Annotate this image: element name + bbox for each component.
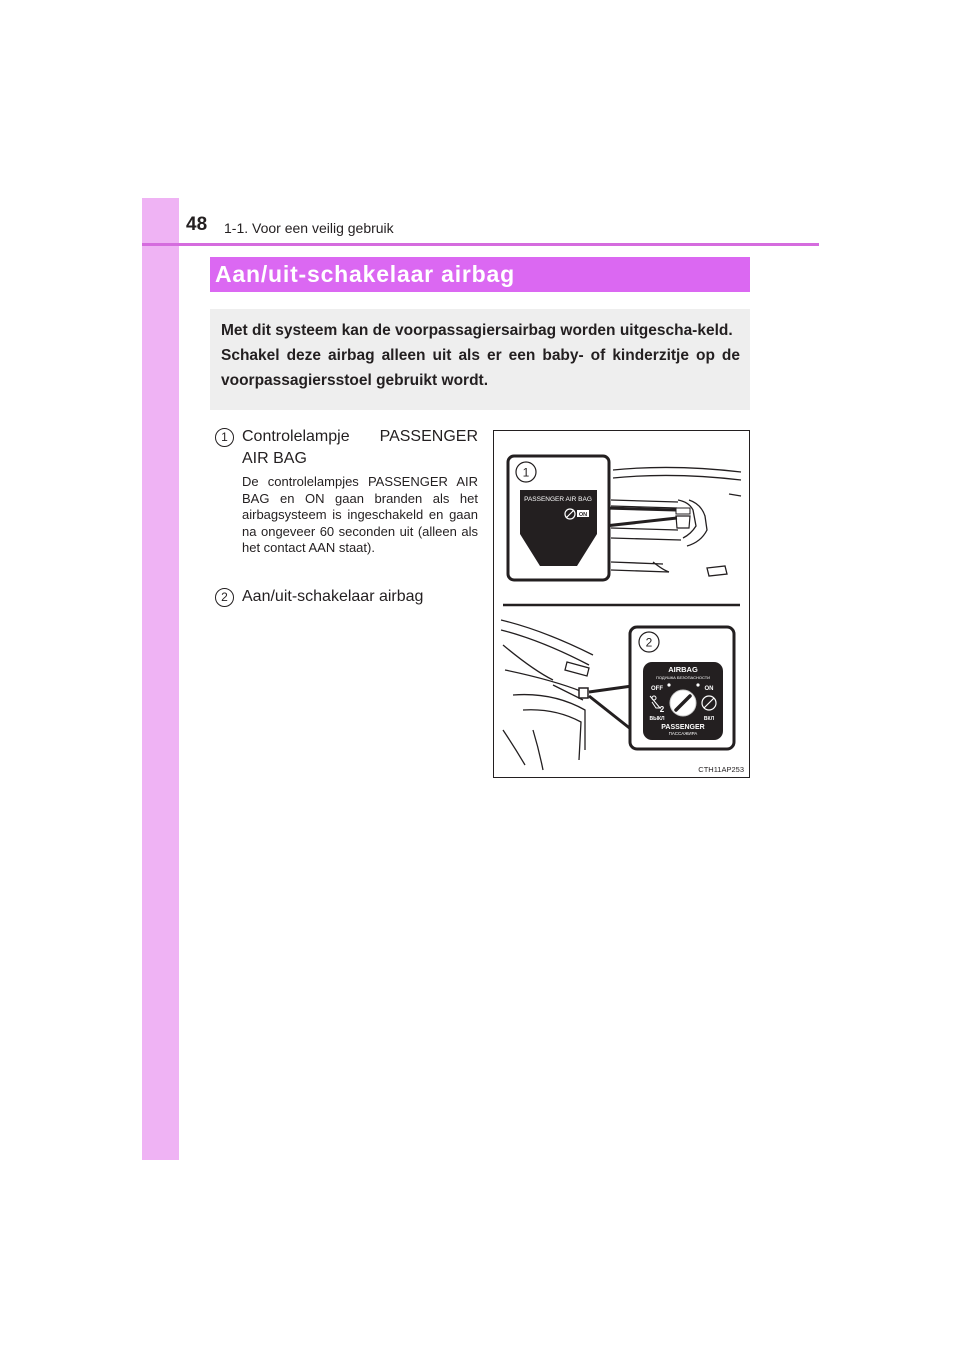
airbag-illustration [493,430,750,778]
switch-passenger-ru-label: ПАССАЖИРА [668,731,698,736]
switch-passenger-label: PASSENGER [661,724,705,731]
figure-code: CTH11AP253 [698,765,744,774]
callout-leader-1 [605,508,676,510]
switch-off-dot [667,683,670,686]
switch-subtitle: ПОДУШКА БЕЗОПАСНОСТИ [655,675,711,680]
key-slot [670,690,696,716]
page-number: 48 [186,214,208,235]
switch-on-ru-label: ВКЛ [703,716,715,722]
indicator-lamp-small [676,508,690,528]
intro-box [210,309,750,410]
indicator-on-label: ON [578,512,588,518]
item-description-1: De controlelampjes PASSENGER AIR BAG en ON gaan branden als het airbagsysteem is ingeschakeld en gaan na ongeveer 60 seconden uit (alleen als het contact AAN staat). [242,474,478,555]
switch-on-dot [696,683,699,686]
switch-on-label: ON [704,686,714,692]
item-title-1: Controlelampje PASSENGER AIR BAG [242,428,478,467]
switch-off-ru-label: ВЫКЛ [649,716,665,722]
switch-off-label: OFF [651,686,663,692]
header-rule [142,243,819,246]
switch-title: AIRBAG [668,665,698,674]
chapter-heading: 1-1. Voor een veilig gebruik [224,220,394,236]
switch-number: 2 [659,705,665,714]
indicator-label: PASSENGER AIR BAG [524,496,592,503]
callout-number-1: 1 [522,465,530,480]
switch-location [579,688,588,698]
intro-line-2: Schakel deze airbag alleen uit als er een baby- of kinderzitje op de voorpassagiersstoel gebruikt wordt. [221,347,740,389]
intro-line-1: Met dit systeem kan de voorpassagiersairbag worden uitgescha-keld. [221,322,733,339]
section-title: Aan/uit-schakelaar airbag [210,257,750,292]
item-number-2: 2 [215,588,234,607]
item-title-2: Aan/uit-schakelaar airbag [242,588,424,605]
callout-number-2: 2 [645,635,653,650]
side-tab [142,198,179,1160]
item-number-1: 1 [215,428,234,447]
